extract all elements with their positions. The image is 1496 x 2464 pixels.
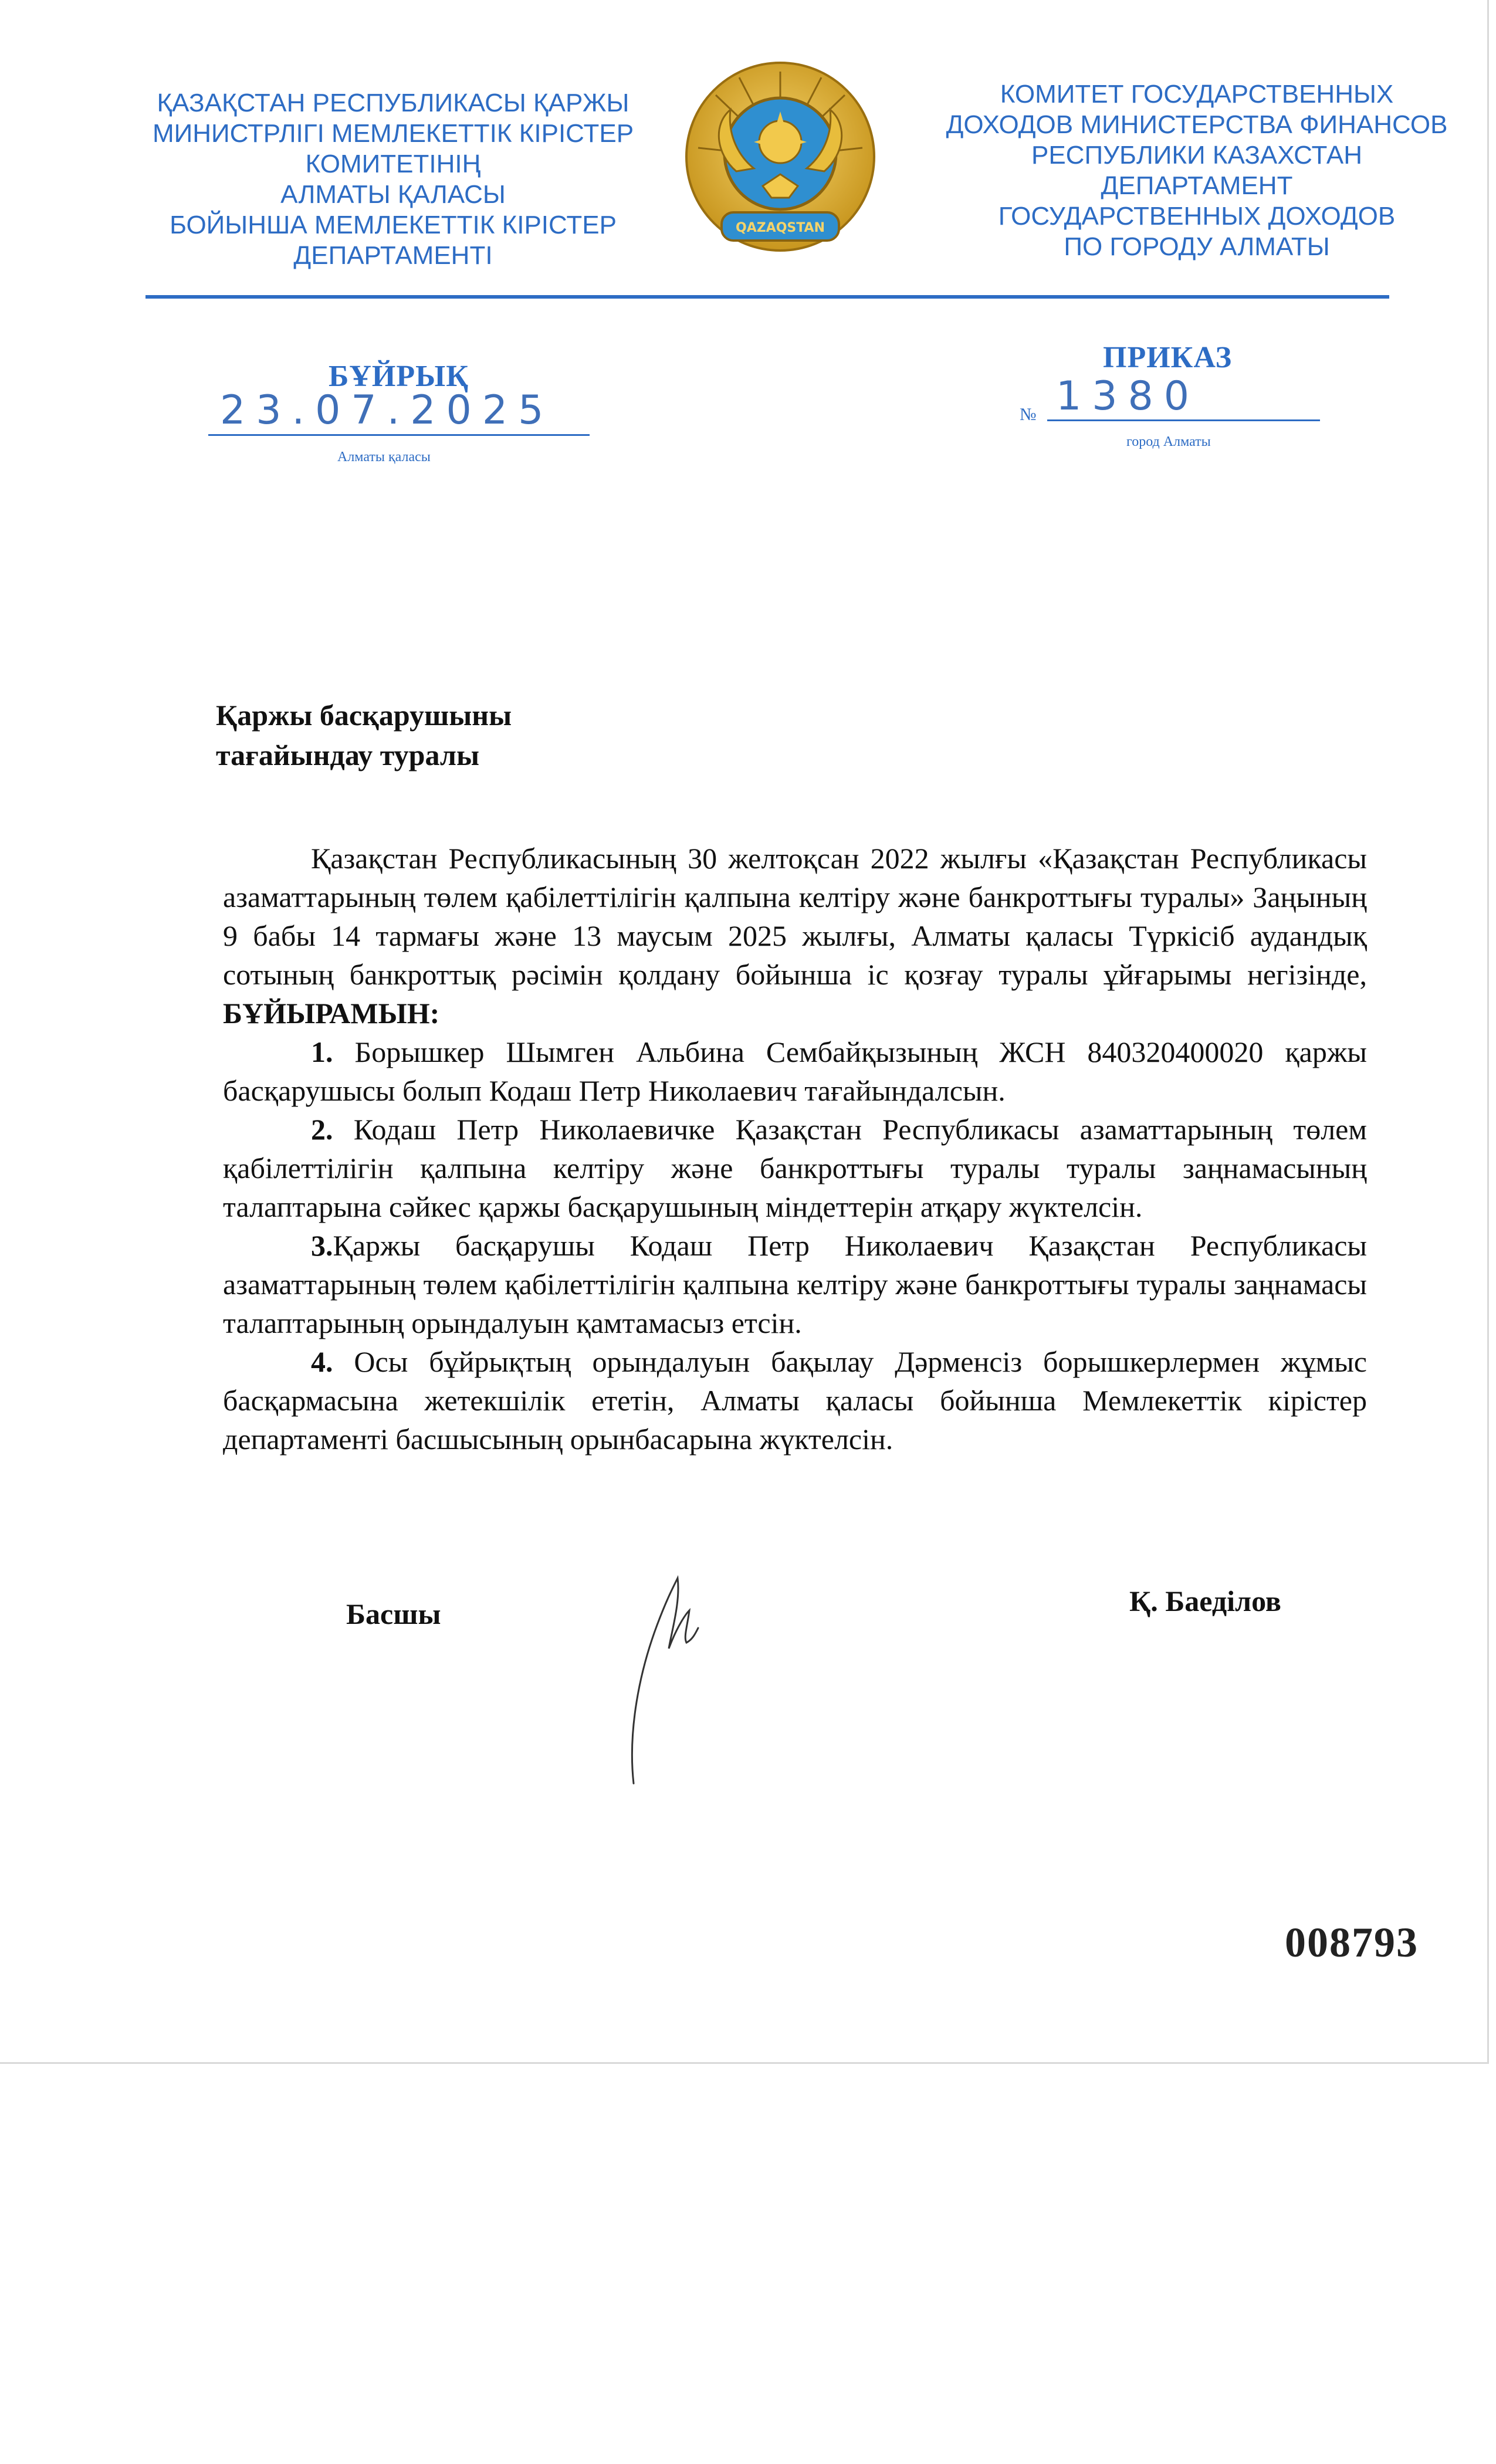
item-number: 1. <box>311 1035 333 1068</box>
order-body <box>223 839 1367 1458</box>
place-ru: город Алматы <box>1126 434 1211 449</box>
order-word: БҰЙЫРАМЫН: <box>223 997 440 1030</box>
place-kz: Алматы қаласы <box>337 449 431 465</box>
header-kz-line: ҚАЗАҚСТАН РЕСПУБЛИКАСЫ ҚАРЖЫ <box>157 89 629 117</box>
header-ru-line: ДЕПАРТАМЕНТ <box>1101 171 1293 200</box>
order-item <box>223 1342 1367 1458</box>
order-title-kz: БҰЙРЫҚ <box>329 360 469 393</box>
order-number: 1380 <box>1056 373 1200 419</box>
subject-line: Қаржы басқарушыны <box>216 699 512 732</box>
header-kz <box>111 88 675 271</box>
intro-text: Қазақстан Республикасының 30 желтоқсан 2022 жылғы «Қазақстан Республикасы азаматтарының төлем қабілеттілігін қалпына келтіру және банкроттығы туралы» Заңының 9 бабы 14 тармағы және 13 маусым 2025 жылғы, Алматы қаласы Түркісіб аудандық сотының банкроттық рәсімін қолдану бойынша іс қозғау туралы ұйғарымы негізінде, <box>223 842 1367 991</box>
handwritten-signature <box>622 1555 751 1789</box>
order-item <box>223 1033 1367 1110</box>
signer-name: Қ. Баеділов <box>1129 1585 1281 1617</box>
number-sign: № <box>1020 405 1037 424</box>
order-subject <box>216 695 512 775</box>
header-ru-line: ДОХОДОВ МИНИСТЕРСТВА ФИНАНСОВ <box>946 110 1448 139</box>
serial-number: 008793 <box>1285 1919 1419 1966</box>
order-title-ru: ПРИКАЗ <box>1103 341 1233 374</box>
intro-paragraph <box>223 839 1367 1033</box>
header-kz-line: КОМИТЕТІНІҢ <box>305 150 481 178</box>
position-label: Басшы <box>346 1597 441 1630</box>
emblem-text: QAZAQSTAN <box>736 221 825 235</box>
number-line <box>1047 419 1320 421</box>
header-kz-line: АЛМАТЫ ҚАЛАСЫ <box>280 180 506 209</box>
item-text: Борышкер Шымген Альбина Сембайқызының ЖСН 840320400020 қаржы басқарушысы болып Кодаш Петр Николаевич тағайындалсын. <box>223 1035 1368 1107</box>
item-number: 3. <box>311 1229 333 1262</box>
item-text: Осы бұйрықтың орындалуын бақылау Дәрменсіз борышкерлермен жұмыс басқармасына жетекшілік ететін, Алматы қаласы бойынша Мемлекеттік кірістер департаменті басшысының орынбасарына жүктелсін. <box>223 1345 1367 1456</box>
header-kz-line: БОЙЫНША МЕМЛЕКЕТТІК КІРІСТЕР <box>170 211 617 239</box>
state-emblem-icon <box>681 54 880 265</box>
header-ru-line: ПО ГОРОДУ АЛМАТЫ <box>1064 232 1330 261</box>
order-item <box>223 1110 1367 1226</box>
item-text: Кодаш Петр Николаевичке Қазақстан Республикасы азаматтарының төлем қабілеттілігін қалпына келтіру және банкроттығы туралы туралы заңнамасының талаптарына сәйкес қаржы басқарушының міндеттерін атқару жүктелсін. <box>223 1113 1367 1223</box>
order-item <box>223 1226 1367 1342</box>
header-divider <box>145 295 1389 299</box>
header-kz-line: МИНИСТРЛІГІ МЕМЛЕКЕТТІК КІРІСТЕР <box>152 119 634 148</box>
subject-line: тағайындау туралы <box>216 739 480 771</box>
item-text: Қаржы басқарушы Кодаш Петр Николаевич Қазақстан Республикасы азаматтарының төлем қабілеттілігін қалпына келтіру және банкроттығы туралы заңнамасы талаптарының орындалуын қамтамасыз етсін. <box>223 1229 1367 1339</box>
order-date: 23.07.2025 <box>220 387 554 434</box>
header-ru-line: КОМИТЕТ ГОСУДАРСТВЕННЫХ <box>1000 80 1394 109</box>
header-ru-line: ГОСУДАРСТВЕННЫХ ДОХОДОВ <box>998 202 1396 231</box>
header-kz-line: ДЕПАРТАМЕНТІ <box>293 241 493 270</box>
header-ru-line: РЕСПУБЛИКИ КАЗАХСТАН <box>1031 141 1363 170</box>
header-ru <box>933 79 1461 262</box>
item-number: 4. <box>311 1345 333 1378</box>
item-number: 2. <box>311 1113 333 1146</box>
date-line <box>208 434 590 436</box>
